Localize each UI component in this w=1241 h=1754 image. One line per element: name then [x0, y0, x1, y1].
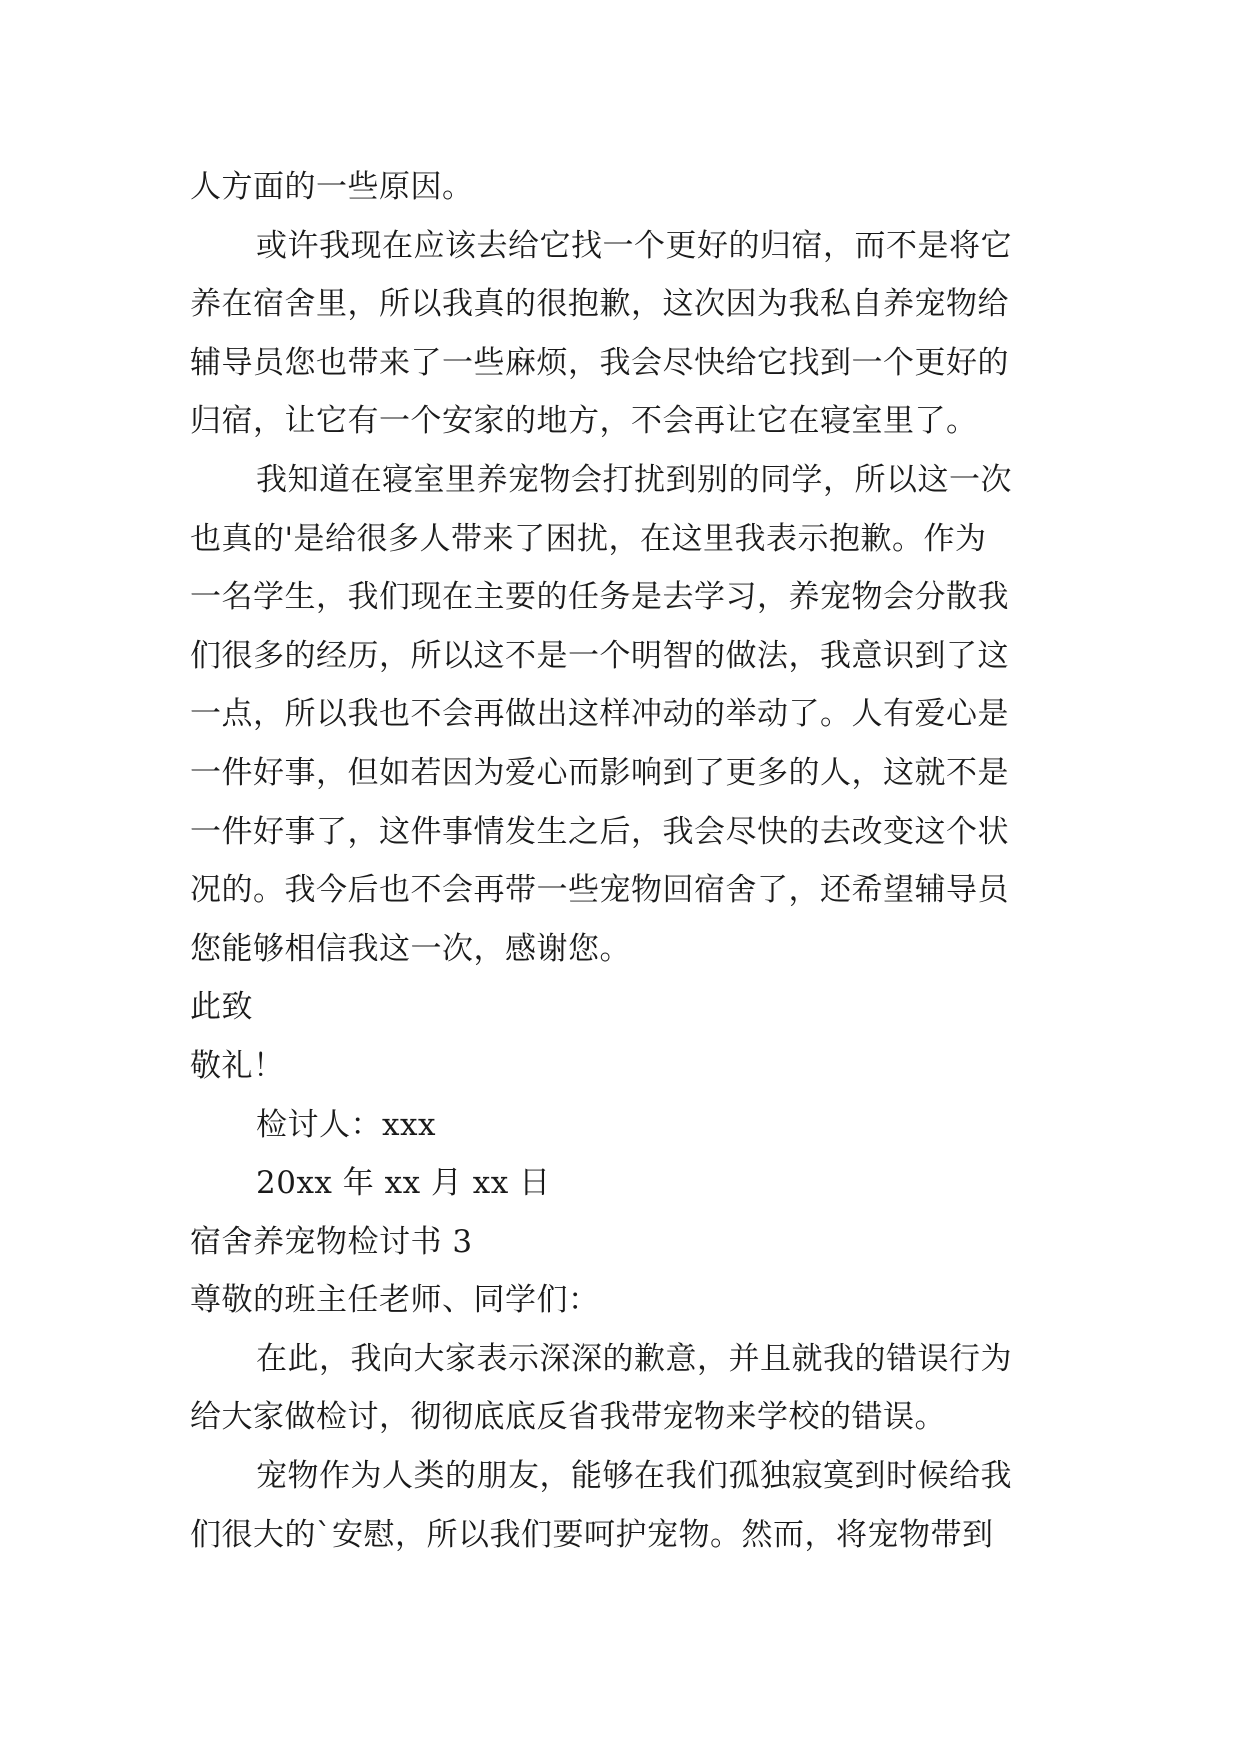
text-line: 或许我现在应该去给它找一个更好的归宿，而不是将它 [256, 227, 1012, 264]
text-line: 宠物作为人类的朋友，能够在我们孤独寂寞到时候给我 [256, 1458, 1012, 1495]
text-line: 宿舍养宠物检讨书 3 [190, 1223, 473, 1260]
text-line: 给大家做检讨，彻彻底底反省我带宠物来学校的错误。 [190, 1399, 946, 1436]
text-line: 辅导员您也带来了一些麻烦，我会尽快给它找到一个更好的 [190, 344, 1009, 381]
text-line: 此致 [190, 989, 253, 1026]
text-line: 您能够相信我这一次，感谢您。 [190, 930, 631, 967]
text-line: 也真的'是给很多人带来了困扰，在这里我表示抱歉。作为 [190, 520, 987, 557]
text-line: 敬礼！ [190, 1047, 285, 1084]
text-line: 一点，所以我也不会再做出这样冲动的举动了。人有爱心是 [190, 696, 1009, 733]
text-line: 养在宿舍里，所以我真的很抱歉，这次因为我私自养宠物给 [190, 286, 1009, 323]
text-line: 一件好事了，这件事情发生之后，我会尽快的去改变这个状 [190, 813, 1009, 850]
text-line: 归宿，让它有一个安家的地方，不会再让它在寝室里了。 [190, 403, 978, 440]
text-line: 况的。我今后也不会再带一些宠物回宿舍了，还希望辅导员 [190, 872, 1009, 909]
text-line: 们很大的`安慰，所以我们要呵护宠物。然而，将宠物带到 [190, 1516, 994, 1553]
text-line: 检讨人：xxx [256, 1106, 436, 1143]
text-line: 一件好事，但如若因为爱心而影响到了更多的人，这就不是 [190, 754, 1009, 791]
text-line: 我知道在寝室里养宠物会打扰到别的同学，所以这一次 [256, 461, 1012, 498]
text-line: 一名学生，我们现在主要的任务是去学习，养宠物会分散我 [190, 579, 1009, 616]
document-body [190, 158, 1060, 1564]
text-line: 人方面的一些原因。 [190, 169, 474, 205]
text-line: 20xx 年 xx 月 xx 日 [256, 1165, 551, 1202]
text-line: 们很多的经历，所以这不是一个明智的做法，我意识到了这 [190, 637, 1009, 674]
text-line: 在此，我向大家表示深深的歉意，并且就我的错误行为 [256, 1340, 1012, 1377]
text-line: 尊敬的班主任老师、同学们： [190, 1282, 600, 1319]
